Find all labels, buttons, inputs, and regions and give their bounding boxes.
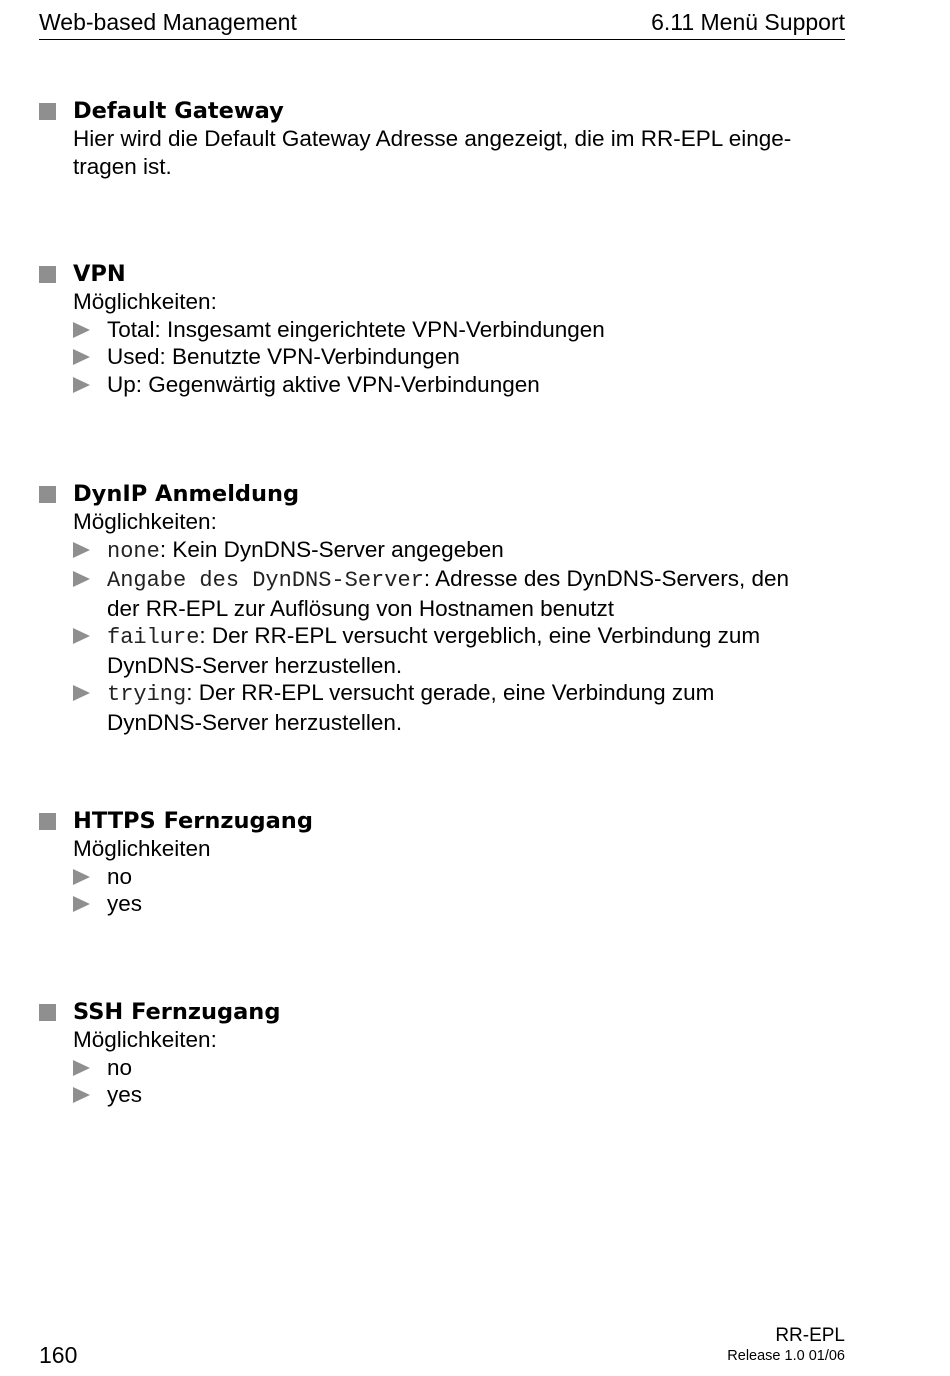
triangle-bullet-icon — [73, 1060, 90, 1076]
list-item: Angabe des DynDNS-Server: Adresse des DynDNS-Servers, den der RR-EPL zur Auflösung von Hostnamen benutzt — [39, 565, 845, 622]
list-item: yes — [39, 890, 845, 918]
triangle-bullet-icon — [73, 869, 90, 885]
triangle-bullet-icon — [73, 685, 90, 701]
header-chapter: Web-based Management — [39, 9, 297, 35]
triangle-bullet-icon — [73, 571, 90, 587]
section-ssh — [39, 999, 845, 1109]
triangle-bullet-icon — [73, 377, 90, 393]
option-list — [39, 1054, 845, 1109]
square-bullet-icon — [39, 1004, 56, 1021]
list-item: yes — [39, 1081, 845, 1109]
section-intro: Möglichkeiten: — [73, 289, 217, 314]
square-bullet-icon — [39, 266, 56, 283]
triangle-bullet-icon — [73, 1087, 90, 1103]
option-list — [39, 316, 845, 399]
list-item: Used: Benutzte VPN-Verbindungen — [39, 343, 845, 371]
triangle-bullet-icon — [73, 322, 90, 338]
section-intro: Möglichkeiten: — [73, 1027, 217, 1052]
section-description: Hier wird die Default Gateway Adresse angezeigt, die im RR-EPL einge- tragen ist. — [73, 126, 792, 179]
section-https — [39, 808, 845, 918]
option-list — [39, 863, 845, 918]
section-title: SSH Fernzugang — [73, 999, 281, 1025]
section-title: VPN — [73, 261, 126, 287]
square-bullet-icon — [39, 813, 56, 830]
list-item: failure: Der RR-EPL versucht vergeblich, eine Verbindung zum DynDNS-Server herzustellen. — [39, 622, 845, 679]
section-default-gateway — [39, 98, 845, 180]
option-code: none — [107, 538, 160, 564]
section-title: DynIP Anmeldung — [73, 481, 300, 507]
footer-product: RR-EPL — [775, 1325, 845, 1346]
list-item: Up: Gegenwärtig aktive VPN-Verbindungen — [39, 371, 845, 399]
footer-product-info — [727, 1325, 845, 1365]
triangle-bullet-icon — [73, 542, 90, 558]
list-item: no — [39, 863, 845, 891]
list-item: trying: Der RR-EPL versucht gerade, eine Verbindung zum DynDNS-Server herzustellen. — [39, 679, 845, 736]
section-intro: Möglichkeiten — [73, 836, 211, 861]
option-list — [39, 536, 845, 737]
list-item: no — [39, 1054, 845, 1082]
option-code: Angabe des DynDNS-Server — [107, 568, 424, 593]
list-item: none: Kein DynDNS-Server angegeben — [39, 536, 845, 566]
triangle-bullet-icon — [73, 349, 90, 365]
page-number: 160 — [39, 1342, 78, 1368]
section-intro: Möglichkeiten: — [73, 509, 217, 534]
option-code: trying — [107, 682, 187, 707]
section-title: HTTPS Fernzugang — [73, 808, 313, 834]
section-vpn — [39, 261, 845, 398]
section-title: Default Gateway — [73, 98, 284, 124]
page-header — [39, 6, 845, 40]
square-bullet-icon — [39, 486, 56, 503]
square-bullet-icon — [39, 103, 56, 120]
list-item: Total: Insgesamt eingerichtete VPN-Verbindungen — [39, 316, 845, 344]
section-dynip — [39, 481, 845, 736]
triangle-bullet-icon — [73, 896, 90, 912]
footer-release: Release 1.0 01/06 — [727, 1348, 845, 1364]
header-section: 6.11 Menü Support — [651, 9, 845, 35]
triangle-bullet-icon — [73, 628, 90, 644]
option-code: failure — [107, 625, 200, 650]
